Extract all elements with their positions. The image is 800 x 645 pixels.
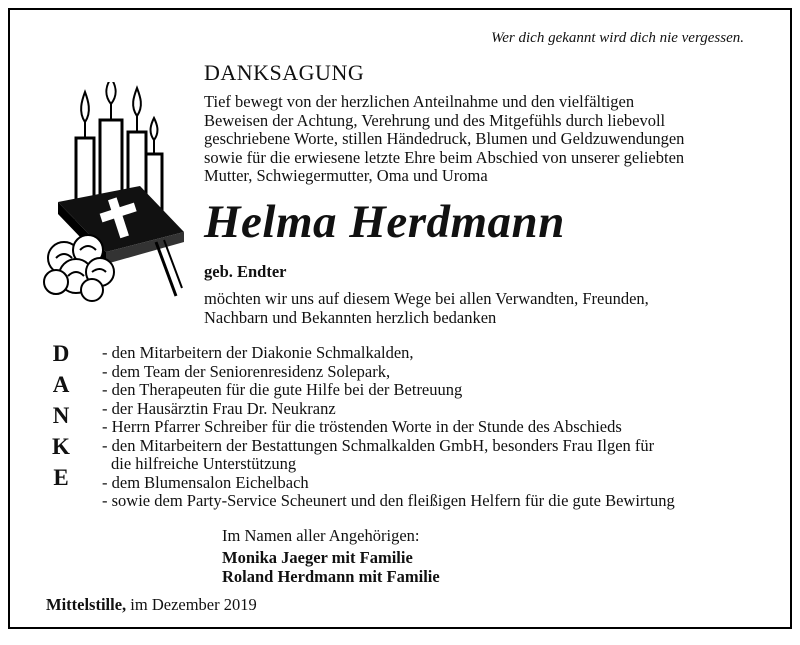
danke-vertical [46, 338, 76, 493]
candles-bible-flowers-icon [36, 82, 186, 302]
danke-letter: N [52, 403, 70, 428]
deceased-name: Helma Herdmann [204, 196, 565, 248]
place: Mittelstille, [46, 595, 127, 614]
list-item: - dem Team der Seniorenresidenz Solepark, [102, 361, 391, 381]
list-item: - dem Blumensalon Eichelbach [102, 472, 309, 492]
list-item: - sowie dem Party-Service Scheunert und den fleißigen Helfern für die gute Bewirtung [102, 491, 675, 510]
signatory: Roland Herdmann mit Familie [222, 567, 440, 586]
thanks-line: Nachbarn und Bekannten herzlich bedanken [204, 307, 497, 327]
signatory: Monika Jaeger mit Familie [222, 548, 413, 567]
danke-letter: A [52, 372, 70, 397]
intro-line: Tief bewegt von der herzlichen Anteilnahme und den vielfältigen [204, 92, 635, 111]
list-item: - Herrn Pfarrer Schreiber für die tröstenden Worte in der Stunde des Abschieds [102, 417, 622, 436]
heading: DANKSAGUNG [204, 60, 365, 85]
list-item: - den Mitarbeitern der Bestattungen Schmalkalden GmbH, besonders Frau Ilgen für [102, 435, 655, 455]
intro-line: geschriebene Worte, stillen Händedruck, Blumen und Geldzuwendungen [204, 129, 685, 148]
danke-letter: D [52, 341, 70, 366]
intro-line: Mutter, Schwiegermutter, Oma und Uroma [204, 166, 488, 185]
danke-letter: E [53, 465, 69, 490]
birth-name: geb. Endter [204, 262, 287, 281]
thanks-line: möchten wir uns auf diesem Wege bei allen Verwandten, Freunden, [204, 289, 649, 308]
list-item: - den Mitarbeitern der Diakonie Schmalkalden, [102, 343, 414, 362]
thanks-text [204, 290, 649, 327]
obituary-notice [8, 8, 792, 629]
list-item: - der Hausärztin Frau Dr. Neukranz [102, 398, 336, 418]
thanks-list [102, 344, 675, 511]
place-date [46, 595, 257, 615]
intro-text [204, 93, 764, 186]
danke-letter: K [52, 434, 70, 459]
motto: Wer dich gekannt wird dich nie vergessen. [491, 30, 744, 46]
intro-line: sowie für die erwiesene letzte Ehre beim Abschied von unserer geliebten [204, 147, 685, 167]
list-item: - den Therapeuten für die gute Hilfe bei der Betreuung [102, 380, 463, 399]
list-item-continuation: die hilfreiche Unterstützung [111, 454, 297, 473]
closing-label: Im Namen aller Angehörigen: [222, 526, 420, 545]
intro-line: Beweisen der Achtung, Verehrung und des Mitgefühls durch liebevoll [204, 110, 666, 130]
date: im Dezember 2019 [130, 595, 257, 614]
